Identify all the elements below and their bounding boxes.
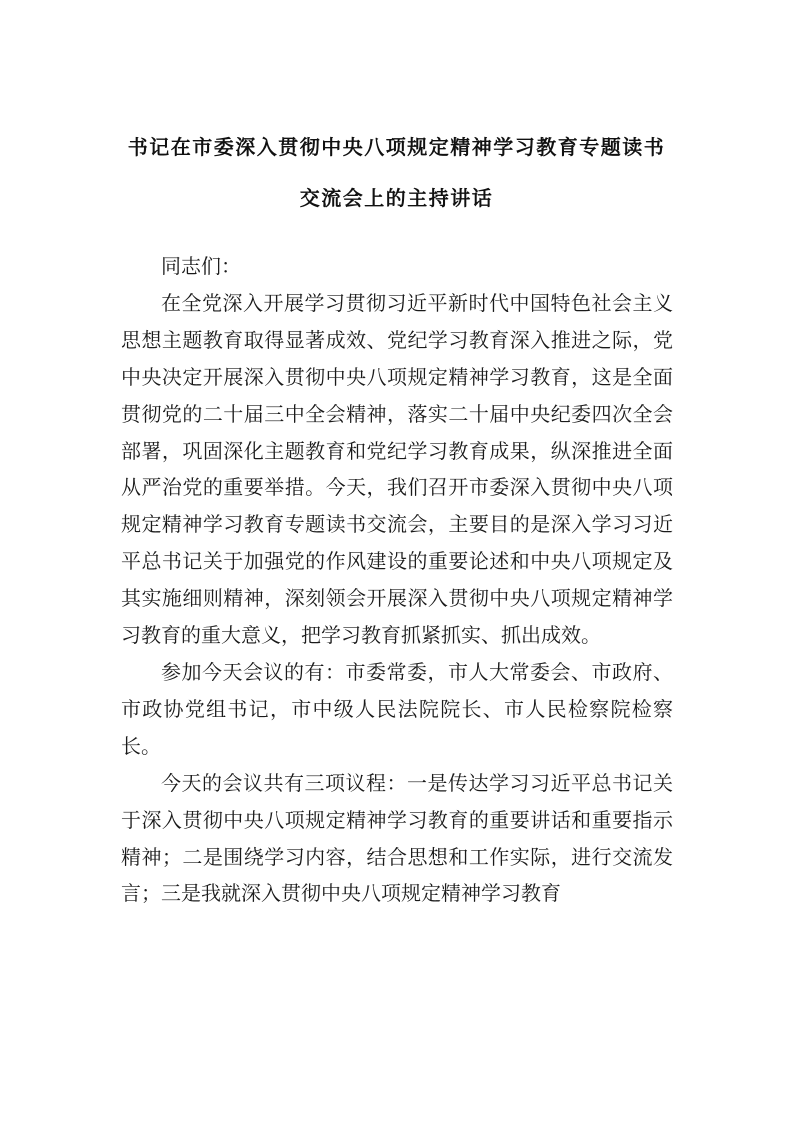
intro-paragraph: 在全党深入开展学习贯彻习近平新时代中国特色社会主义思想主题教育取得显著成效、党纪学习教育深入推进之际，党中央决定开展深入贯彻中央八项规定精神学习教育，这是全面贯彻党的二十届三中全会精神，落实二十届中央纪委四次全会部署，巩固深化主题教育和党纪学习教育成果，纵深推进全面从严治党的重要举措。今天，我们召开市委深入贯彻中央八项规定精神学习教育专题读书交流会，主要目的是深入学习习近平总书记关于加强党的作风建设的重要论述和中央八项规定及其实施细则精神，深刻领会开展深入贯彻中央八项规定精神学习教育的重大意义，把学习教育抓紧抓实、抓出成效。: [121, 290, 673, 648]
attendees-paragraph: 参加今天会议的有：市委常委，市人大常委会、市政府、市政协党组书记，市中级人民法院院长、市人民检察院检察长。: [121, 659, 673, 758]
document-body: [121, 248, 673, 912]
document-title-line-1: 书记在市委深入贯彻中央八项规定精神学习教育专题读书: [127, 135, 666, 159]
document-title-line-2: 交流会上的主持讲话: [299, 186, 494, 210]
agenda-paragraph: 今天的会议共有三项议程：一是传达学习习近平总书记关于深入贯彻中央八项规定精神学习教育的重要讲话和重要指示精神；二是围绕学习内容，结合思想和工作实际，进行交流发言；三是我就深入贯彻中央八项规定精神学习教育: [121, 770, 673, 906]
salutation-paragraph: 同志们：: [161, 254, 241, 278]
